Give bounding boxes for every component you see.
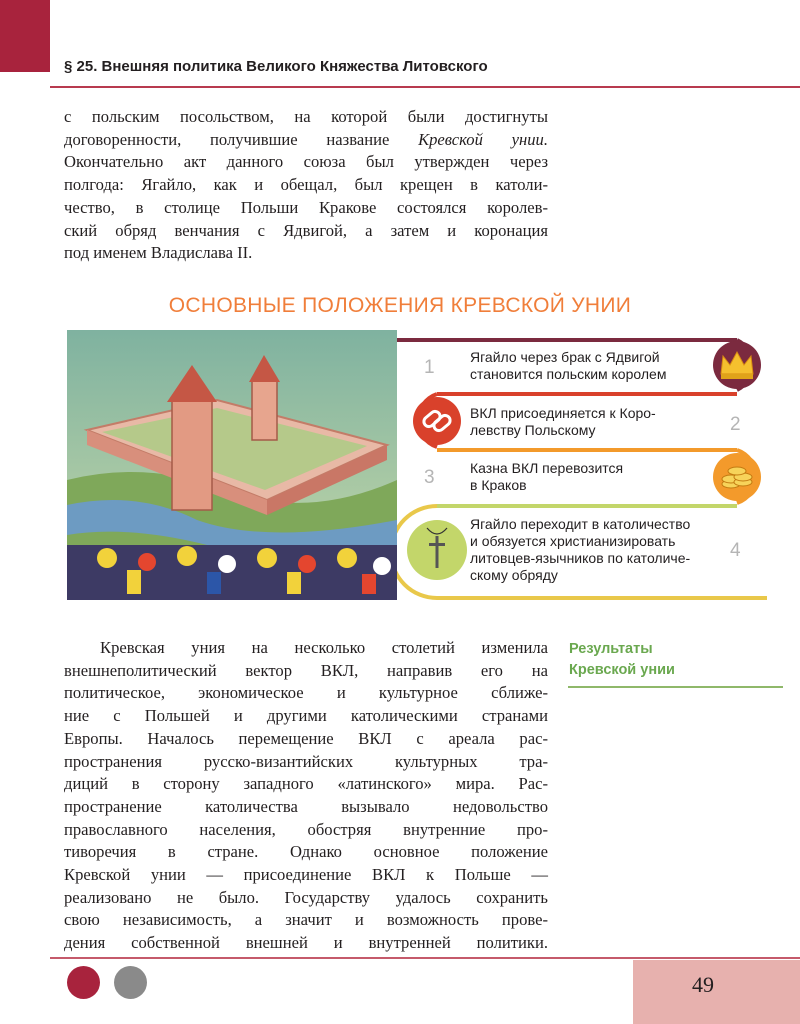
coins-icon	[713, 453, 761, 501]
step-number-3: 3	[424, 467, 435, 488]
step-text-1: Ягайло через брак с Ядвигой становится польским королем	[470, 349, 667, 382]
corner-accent-block	[0, 0, 50, 72]
intro-line: полгода: Ягайло, как и обещал, был крещен в католи-	[64, 175, 548, 195]
main-line: дения собственной внешней и внутренней политики.	[64, 933, 548, 953]
step-text-4: Ягайло переходит в католичество и обязуется христианизировать литовцев-язычников по католиче- скому обряду	[470, 516, 691, 583]
margin-note-results: Результаты Кревской унии	[569, 641, 675, 678]
page-header-title: § 25. Внешняя политика Великого Княжества Литовского	[64, 58, 488, 75]
header-divider	[50, 86, 800, 88]
main-line: пространения русско-византийских культурных тра-	[64, 751, 548, 771]
page-number-box	[633, 960, 800, 1024]
intro-line: чество, в столице Польши Кракове состоялся королев-	[64, 197, 548, 217]
footer-dot-red	[67, 966, 100, 999]
chain-link-icon	[413, 397, 461, 445]
cross-icon	[407, 520, 467, 580]
main-line: тиворечия в стране. Однако основное положение	[64, 842, 548, 862]
step-number-2: 2	[730, 414, 741, 435]
main-line: Кревская уния на несколько столетий изменила	[100, 638, 548, 657]
footer-dot-gray	[114, 966, 147, 999]
intro-line: ский обряд венчания с Ядвигой, а затем и коронация	[64, 220, 548, 240]
diagram-heading: ОСНОВНЫЕ ПОЛОЖЕНИЯ КРЕВСКОЙ УНИИ	[168, 294, 632, 317]
page-number: 49	[692, 972, 714, 997]
crown-icon	[713, 341, 761, 389]
main-line: политическое, экономическое и культурное сближе-	[64, 683, 548, 703]
intro-line: договоренности, получившие название Кревской унии.	[64, 129, 548, 149]
step-text-3: Казна ВКЛ перевозится в Краков	[470, 460, 624, 493]
main-line: реализовано не было. Государству удалось сохранить	[64, 887, 548, 907]
footer-divider	[50, 957, 800, 959]
step-number-1: 1	[424, 357, 435, 378]
intro-line: Окончательно акт данного союза был утвержден через	[64, 152, 548, 172]
step-number-4: 4	[730, 540, 741, 561]
main-line: православного населения, обостряя внутренние про-	[64, 819, 548, 839]
main-line: внешнеполитический вектор ВКЛ, направив его на	[64, 660, 548, 680]
krevo-union-term: Кревской унии.	[418, 129, 548, 149]
intro-line: с польским посольством, на которой были достигнуты	[64, 107, 548, 126]
step-text-2: ВКЛ присоединяется к Коро- левству Польскому	[470, 405, 656, 438]
main-line: пространение католичества вызывало недовольство	[64, 796, 548, 816]
main-line: свою независимость, а значит и возможность прове-	[64, 910, 548, 930]
main-line: диций в сторону западного «латинского» мира. Рас-	[64, 774, 548, 794]
intro-line: под именем Владислава II.	[64, 243, 253, 263]
main-line: ние с Польшей и другими католическими странами	[64, 706, 548, 726]
margin-note-underline	[568, 686, 783, 688]
castle-illustration	[67, 330, 397, 600]
union-provisions-diagram	[397, 330, 800, 610]
main-line: Европы. Началось перемещение ВКЛ с ареала рас-	[64, 728, 548, 748]
main-line: Кревской унии — присоединение ВКЛ к Польше —	[64, 865, 548, 885]
intro-paragraph	[64, 106, 548, 265]
main-paragraph	[64, 637, 548, 955]
